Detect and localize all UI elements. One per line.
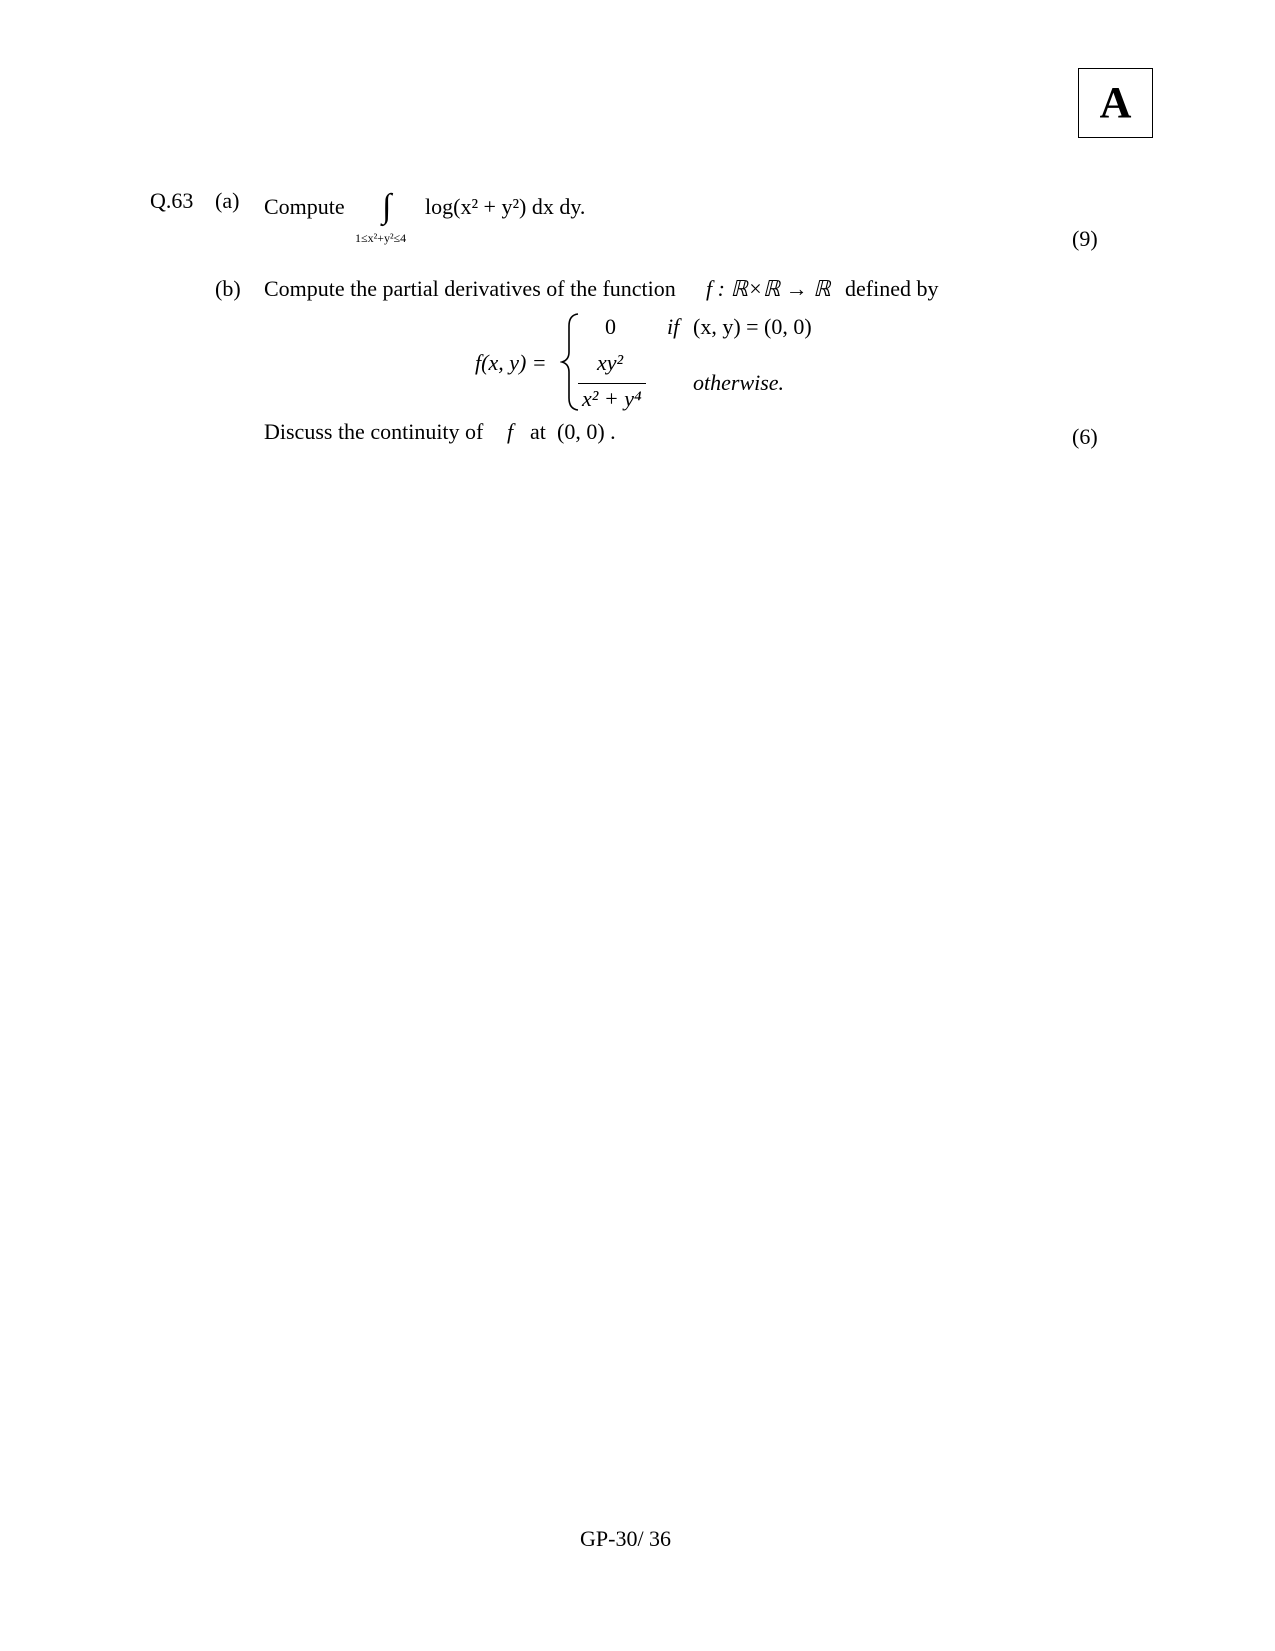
case1-if: if [667,314,680,339]
integral-lower-limit: 1≤x²+y²≤4 [355,231,407,245]
part-a-label: (a) [215,188,240,213]
page-footer: GP-30/ 36 [580,1526,672,1551]
booklet-set-label: A [1099,78,1132,127]
case1-condition: (x, y) = (0, 0) [693,314,812,339]
continuity-point: (0, 0) . [557,419,616,444]
case2-numerator: xy² [597,350,624,375]
continuity-text: Discuss the continuity of [264,419,484,444]
integral-sign: ∫ [382,188,392,225]
part-b-marks: (6) [1072,424,1098,449]
case1-value: 0 [605,314,616,339]
integrand: log(x² + y²) dx dy. [425,194,586,219]
piecewise-lhs: f(x, y) = [475,350,547,375]
part-a-lead: Compute [264,194,345,219]
part-a-marks: (9) [1072,226,1098,251]
case2-denominator: x² + y⁴ [582,386,642,411]
part-b-text-after: defined by [845,276,939,301]
fraction-bar [578,383,646,384]
booklet-set-box [1078,68,1153,138]
part-b-label: (b) [215,276,241,301]
part-b-text-before: Compute the partial derivatives of the function [264,276,676,301]
case2-condition: otherwise. [693,370,785,395]
question-number: Q.63 [150,188,194,213]
function-signature: f : ℝ×ℝ → ℝ [706,276,831,301]
continuity-at: at [530,419,546,444]
continuity-function: f [507,419,514,444]
